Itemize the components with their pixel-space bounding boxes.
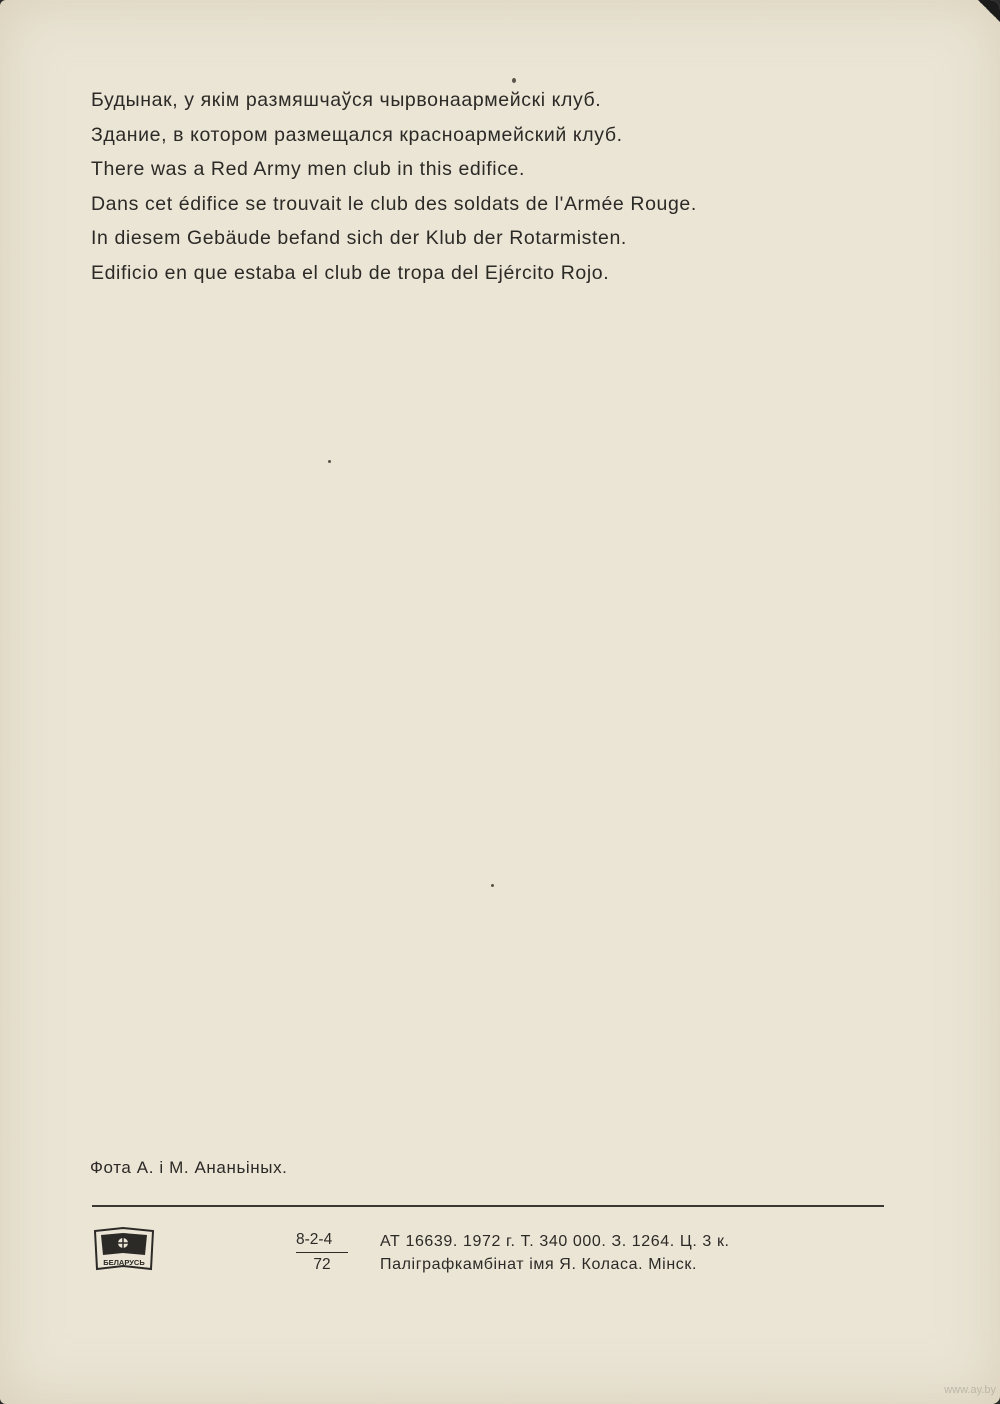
ink-speck: [491, 884, 494, 887]
catalog-numerator: 8-2-4: [296, 1230, 348, 1253]
corner-damage: [978, 0, 1000, 22]
caption-german: In diesem Gebäude befand sich der Klub der Rotarmisten.: [91, 227, 627, 249]
imprint-line-1: АТ 16639. 1972 г. Т. 340 000. З. 1264. Ц. 3 к.: [380, 1233, 730, 1250]
caption-russian: Здание, в котором размещался красноармейский клуб.: [91, 123, 623, 146]
catalog-number: [296, 1230, 348, 1275]
photo-credit: Фота А. і М. Ананьіных.: [90, 1158, 288, 1177]
imprint-line-2: Паліграфкамбінат імя Я. Коласа. Мінск.: [380, 1256, 697, 1273]
ink-speck: [512, 78, 516, 83]
caption-spanish: Edificio en que estaba el club de tropa del Ejército Rojo.: [91, 261, 610, 284]
publisher-logo-icon: [93, 1225, 155, 1273]
caption-french: Dans cet édifice se trouvait le club des soldats de l'Armée Rouge.: [91, 192, 697, 215]
publisher-logo: [93, 1225, 155, 1273]
imprint: [380, 1230, 730, 1276]
caption-belarusian: Будынак, у якім размяшчаўся чырвонаармейскі клуб.: [91, 89, 602, 111]
watermark: www.ay.by: [944, 1384, 996, 1396]
caption-english: There was a Red Army men club in this edifice.: [91, 158, 526, 180]
caption-block: [91, 83, 891, 290]
ink-speck: [328, 460, 331, 463]
divider-line: [92, 1205, 884, 1207]
svg-text:БЕЛАРУСЬ: БЕЛАРУСЬ: [103, 1258, 145, 1267]
catalog-denominator: 72: [313, 1256, 331, 1273]
